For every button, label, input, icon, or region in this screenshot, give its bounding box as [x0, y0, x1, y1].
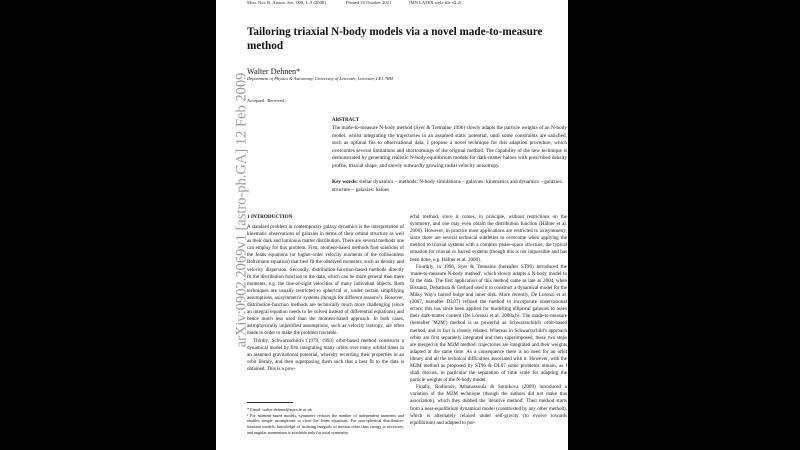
arxiv-stamp: arXiv:0902.2069v1 [astro-ph.GA] 12 Feb 2009 [233, 72, 250, 348]
footnote-email: * Email: walter.dehnen@astro.le.ac.uk [247, 407, 312, 412]
running-header-journal: Mon. Not. R. Astron. Soc. 000, 1–9 (2008) [247, 0, 326, 5]
keywords-label: Key words: [332, 179, 358, 185]
footnote-1: ¹ For moment-based models, symmetry reduces the number of independent moments and enables simple assumptions to close the Jeans equations. For non-spherical distribution-function models, knowledge of isolating integrals of motion other than energy is necessary, and angular momentum is available only for axial symmetry. [247, 412, 404, 435]
paper-title: Tailoring triaxial N-body models via a novel made-to-measure method [247, 26, 543, 52]
paragraph: Fourthly, in 1996, Syer & Tremaine (hereafter ST96) introduced the 'made-to-measure N-body method', which slowly adapts a N-body model to fit the data. The first application of this method came as late as 2004, when Bissantz, Debattista & Gerhard used it to construct a dynamical model for the Milky Way's barred bulge and inner disk. More recently, De Lorenzi et al. (2007, hereafter DL07) refined the method to incorporate observational errors; this has since been applied for modelling elliptical galaxies to asses their dark-matter content (De Lorenzi et al. 2008a,b). The made-to-measure (hereafter 'M2M') method is as powerful as Schwarzschild's orbit-based method, and in fact is closely related. Whereas in Schwarzschild's approach orbits are first separately integrated and then superimposed, these two steps are merged in the M2M method: trajectories are integrated and their weights adapted at the same time. As a consequence there is no need for an orbit library and all the technical difficulties associated with it. However, with the M2M method as proposed by ST96 & DL07 some problems remain, as I shall discuss, in particular the separation of time scale for adapting the particle weights of the N-body model. [410, 263, 567, 384]
keywords-text: stellar dynamics – methods: N-body simulations – galaxies: kinematics and dynamics – galaxies: structure – galaxies: haloes [332, 179, 563, 193]
section-heading-introduction: 1 INTRODUCTION [247, 214, 293, 220]
author-name: Walter Dehnen* [247, 67, 301, 76]
paragraph: A standard problem in contemporary galaxy dynamics is the interpretation of kinematic observations of galaxies in terms of their orbital structure as well as their dark and luminous matter distribution. There are several methods one can employ for this problem. First, moment-based methods find solutions of the Jeans equations (or higher-order velocity moments of the collisionless Boltzmann equation) that best fit the observed moments, such as density and velocity dispersion. Secondly, distribution-function-based methods directly fit the distribution function to the data, which can be more general than mere moments, e.g. the line-of-sight velocities of many individual objects. Both techniques are usually restricted to spherical or, under certain simplifying assumptions, axisymmetric systems (though for different reasons¹). However, distribution-function methods are technically much more challenging (since an integral equation needs to be solved instead of differential equations) and hence much less used than the moment-based approach. In both cases, astrophysically unjustified assumptions, such as velocity isotropy, are often made in order to make the problem tractable. [247, 224, 404, 337]
paper-page [216, 0, 568, 450]
footnote-rule [247, 402, 293, 403]
paragraph: Finally, Rodionov, Athanassoula & Sotnikova (2009) introduced a variation of the M2M technique (though the authors did not make this association), which they dubbed the 'iterative method'. Their method starts from a near-equilibrium dynamical model (constructed by any other method), which is alternately relaxed under self-gravity (to evolve towards equilibrium) and adapted to pre- [410, 384, 567, 426]
running-header-printed: Printed 25 October 2021 [346, 0, 392, 5]
left-column [247, 224, 404, 373]
abstract-text: The made-to-measure N-body method (Syer & Tremaine 1996) slowly adapts the particle weights of an N-body model, whilst integrating the trajectories in an assumed static potential, until some constraints are satisfied, such as optimal fits to observational data. I propose a novel technique for this adaption procedure, which overcomes several limitations and shortcomings of the original method. The capability of the new technique is demonstrated by generating realistic N-body equilibrium models for dark-matter haloes with prescribed density profile, triaxial shape, and slowly outwardly growing radial velocity anisotropy. [332, 125, 567, 169]
abstract-heading: ABSTRACT [332, 118, 360, 123]
paragraph: erful method, since it comes, in principle, without restrictions on the symmetry, and one may even obtain the distribution function (Häfner et al. 2000). However, in practice most applications are restricted to axisymmetry, since there are several technical subtleties to overcome when applying the method to triaxial systems with a complex phase-space structure, the typical situation for triaxial or barred systems (though this is not impossible and has been done, e.g. Häfner et al. 2000). [410, 214, 567, 263]
accepted-received-line: Accepted . Received ; [247, 98, 287, 103]
right-column [410, 214, 567, 427]
keywords [332, 179, 567, 194]
author-affiliation: Department of Physics & Astronomy, University of Leicester, Leicester, LE1 7RH [247, 76, 393, 81]
paragraph: Thirdly, Schwarzschild's (1979, 1993) orbit-based method constructs a dynamical model by first integrating many orbits over many orbital times in an assumed gravitational potential, whereby recording their properties in an orbit library, and then superposing them such that a best fit to the data is obtained. This is a pow- [247, 337, 404, 372]
running-header-style: (MN LATEX style file v2.2) [409, 0, 462, 5]
footnotes [247, 407, 404, 436]
